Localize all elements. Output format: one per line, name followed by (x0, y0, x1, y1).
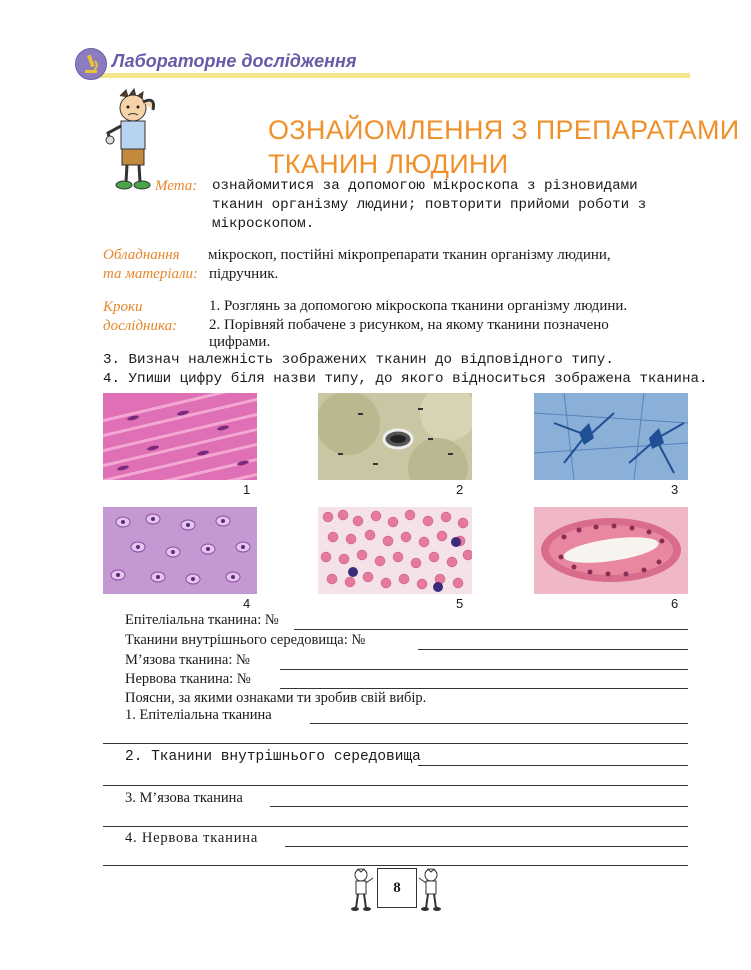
goal-line-3: мікроскопом. (212, 216, 315, 232)
page-title (268, 113, 740, 181)
q1-answer-field-2[interactable] (103, 743, 688, 744)
equipment-label-line-1: Обладнання (103, 247, 180, 263)
epithelial-tissue-image (534, 507, 688, 594)
figure-number-2: 2 (456, 482, 464, 497)
q1-label: 1. Епітеліальна тканина (125, 707, 272, 723)
q1-answer-field-1[interactable] (310, 723, 688, 724)
muscle-answer-label: М’язова тканина: № (125, 652, 250, 668)
right-kid-illustration (419, 868, 443, 912)
title-line-2: ТКАНИН ЛЮДИНИ (268, 149, 509, 179)
epithelial-answer-label: Епітеліальна тканина: № (125, 612, 279, 628)
q2-label: 2. Тканини внутрішнього середовища (125, 749, 421, 765)
internal-answer-label: Тканини внутрішнього середовища: № (125, 632, 366, 648)
nerve-answer-label: Нервова тканина: № (125, 671, 251, 687)
steps-label-line-1: Кроки (103, 299, 143, 315)
equipment-label-line-2: та матеріали: (103, 266, 199, 282)
cartilage-tissue-image (103, 507, 257, 594)
q4-label: 4. Нервова тканина (125, 830, 259, 846)
muscle-tissue-image (103, 393, 257, 480)
q3-answer-field-1[interactable] (270, 806, 688, 807)
internal-answer-field[interactable] (418, 649, 688, 650)
blood-tissue-image (318, 507, 472, 594)
epithelial-answer-field[interactable] (294, 629, 688, 630)
figure-number-4: 4 (243, 596, 251, 611)
equipment-line-2: підручник. (209, 266, 279, 282)
left-kid-illustration (349, 868, 373, 912)
nerve-answer-field[interactable] (280, 688, 688, 689)
figure-number-5: 5 (456, 596, 464, 611)
step-4: 4. Упиши цифру біля назви типу, до якого відноситься зображена тканина. (103, 371, 708, 387)
step-1: 1. Розглянь за допомогою мікроскопа тканини організму людини. (209, 298, 628, 314)
section-title: Лабораторне дослідження (112, 51, 357, 71)
figure-number-1: 1 (243, 482, 251, 497)
figure-number-6: 6 (671, 596, 679, 611)
page-number: 8 (377, 868, 417, 908)
step-2-cont: цифрами. (209, 334, 271, 350)
steps-label-line-2: дослідника: (103, 318, 178, 334)
goal-line-2: тканин організму людини; повторити прийоми роботи з (212, 197, 647, 213)
goal-line-1: ознайомитися за допомогою мікроскопа з різновидами (212, 178, 638, 194)
q4-answer-field-1[interactable] (285, 846, 688, 847)
steps-label (103, 298, 177, 336)
nerve-tissue-image (534, 393, 688, 480)
goal-text (212, 177, 646, 234)
figure-number-3: 3 (671, 482, 679, 497)
muscle-answer-field[interactable] (280, 669, 688, 670)
equipment-label (103, 246, 198, 284)
title-line-1: ОЗНАЙОМЛЕННЯ З ПРЕПАРАТАМИ (268, 115, 740, 145)
q2-answer-field-1[interactable] (418, 765, 688, 766)
bone-tissue-image (318, 393, 472, 480)
step-2: 2. Порівняй побачене з рисунком, на якому тканини позначено (209, 317, 609, 333)
goal-label: Мета: (155, 178, 198, 194)
equipment-line-1: мікроскоп, постійні мікропрепарати тканин організму людини, (208, 247, 611, 263)
header-bar (100, 73, 690, 78)
q3-answer-field-2[interactable] (103, 826, 688, 827)
q3-label: 3. М’язова тканина (125, 790, 243, 806)
microscope-icon (75, 48, 107, 80)
step-3: 3. Визнач належність зображених тканин до відповідного типу. (103, 352, 614, 368)
explain-instruction: Поясни, за якими ознаками ти зробив свій вибір. (125, 690, 427, 706)
q2-answer-field-2[interactable] (103, 785, 688, 786)
q4-answer-field-2[interactable] (103, 865, 688, 866)
